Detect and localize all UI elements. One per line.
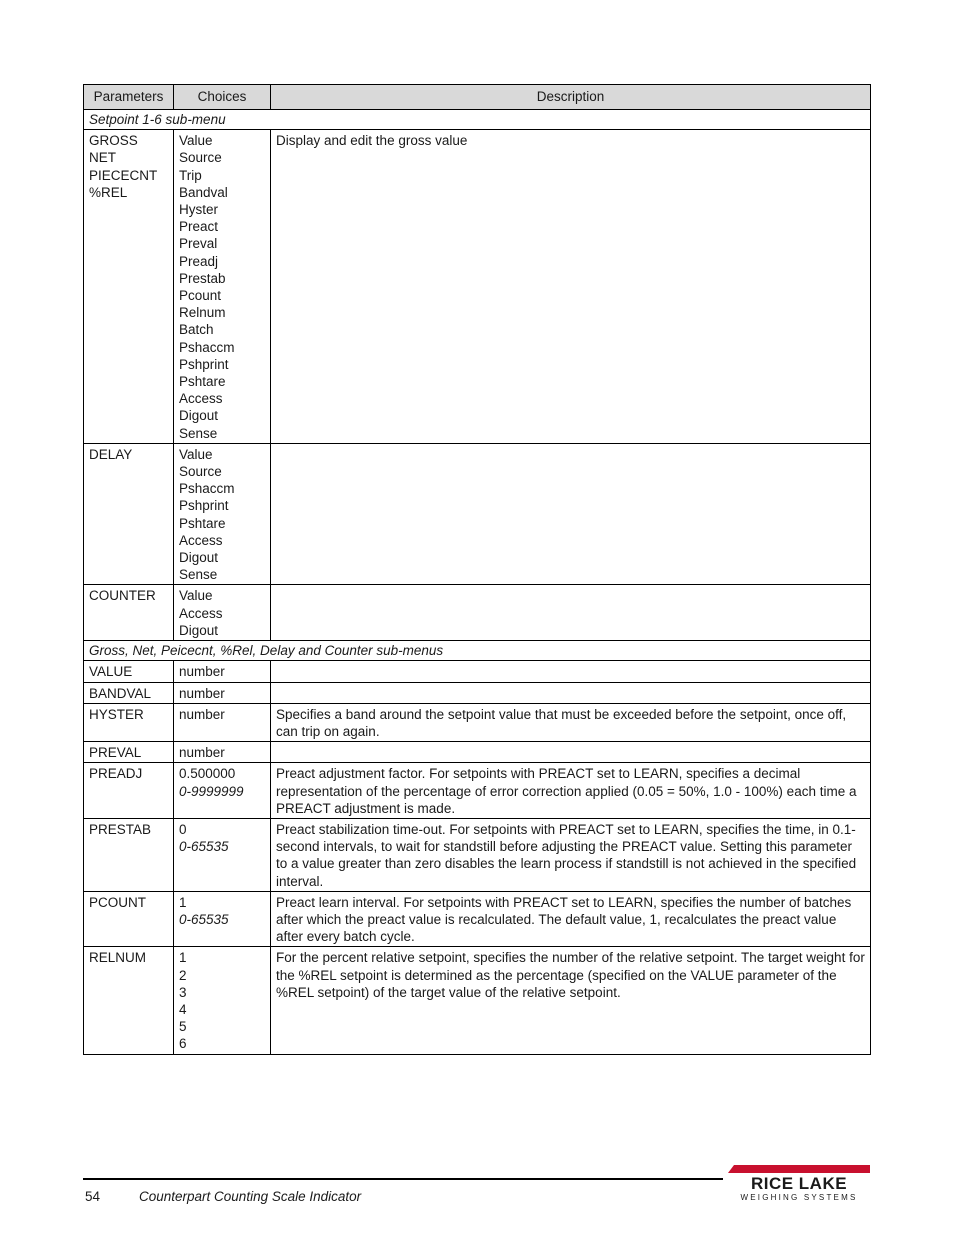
- choice-value: Hyster: [179, 202, 219, 218]
- choice-range: 0-65535: [179, 839, 229, 855]
- table-row: [84, 682, 871, 703]
- choice-value: Preadj: [179, 253, 219, 269]
- description-cell: Display and edit the gross value: [271, 130, 871, 444]
- choices-cell: [174, 703, 271, 741]
- table-row: [84, 703, 871, 741]
- choice-value: Pshtare: [179, 374, 226, 390]
- parameter-cell: [84, 742, 174, 763]
- choice-value: Preval: [179, 236, 218, 252]
- parameter-cell: [84, 443, 174, 585]
- header-parameters: Parameters: [84, 85, 174, 110]
- choice-value: number: [179, 685, 225, 701]
- table-row: [84, 661, 871, 682]
- choice-value: Value: [179, 446, 213, 462]
- choice-value: 3: [179, 984, 187, 1000]
- parameter-name: DELAY: [89, 446, 133, 462]
- header-description: Description: [271, 85, 871, 110]
- choices-cell: [174, 130, 271, 444]
- parameter-name: PREADJ: [89, 766, 143, 782]
- choice-value: 5: [179, 1019, 187, 1035]
- parameter-name: PCOUNT: [89, 894, 146, 910]
- description-cell: [271, 443, 871, 585]
- choice-value: 4: [179, 1001, 187, 1017]
- parameter-cell: [84, 818, 174, 891]
- page-number: 54: [85, 1189, 101, 1204]
- section-header-row: [84, 641, 871, 661]
- choice-value: 6: [179, 1036, 187, 1052]
- choice-value: Source: [179, 464, 222, 480]
- choice-value: Prestab: [179, 270, 226, 286]
- description-cell: [271, 585, 871, 641]
- table-row: [84, 742, 871, 763]
- choice-value: 1: [179, 950, 187, 966]
- choices-cell: [174, 585, 271, 641]
- section-title: Setpoint 1-6 sub-menu: [84, 110, 871, 130]
- choice-value: number: [179, 664, 225, 680]
- description-cell: Specifies a band around the setpoint value that must be exceeded before the setpoint, once off, can trip on again.: [271, 703, 871, 741]
- parameter-cell: [84, 947, 174, 1054]
- table-row: [84, 818, 871, 891]
- header-choices: Choices: [174, 85, 271, 110]
- choices-cell: [174, 763, 271, 819]
- choice-value: 0: [179, 821, 187, 837]
- description-cell: Preact adjustment factor. For setpoints with PREACT set to LEARN, specifies a decimal representation of the percentage of error correction applied (0.05 = 50%, 1.0 - 100%) each time a PREACT adjustment is made.: [271, 763, 871, 819]
- choice-range: 0-65535: [179, 911, 229, 927]
- parameter-cell: [84, 703, 174, 741]
- table-row: [84, 585, 871, 641]
- choice-range: 0-9999999: [179, 783, 244, 799]
- choice-value: Value: [179, 588, 213, 604]
- rice-lake-logo: [728, 1165, 870, 1205]
- parameter-cell: [84, 891, 174, 947]
- description-cell: [271, 682, 871, 703]
- parameter-name: RELNUM: [89, 950, 147, 966]
- parameter-name: PREVAL: [89, 745, 142, 761]
- logo-wordmark: RICE LAKE: [750, 1174, 848, 1193]
- choice-value: Pshaccm: [179, 339, 235, 355]
- choices-cell: [174, 947, 271, 1054]
- description-cell: [271, 742, 871, 763]
- choice-value: 0.500000: [179, 766, 236, 782]
- choices-cell: [174, 661, 271, 682]
- parameter-name: PIECECNT: [89, 167, 158, 183]
- parameter-name: HYSTER: [89, 706, 144, 722]
- choice-value: Relnum: [179, 305, 226, 321]
- choice-value: 1: [179, 894, 187, 910]
- choice-value: Pshtare: [179, 515, 226, 531]
- parameter-name: GROSS: [89, 133, 138, 149]
- choice-value: Sense: [179, 425, 218, 441]
- table-row: [84, 891, 871, 947]
- description-cell: For the percent relative setpoint, specifies the number of the relative setpoint. The target weight for the %REL setpoint is determined as the percentage (specified on the VALUE parameter of the %REL setpoint) of the target value of the relative setpoint.: [271, 947, 871, 1054]
- choice-value: Source: [179, 150, 222, 166]
- table-header-row: [84, 85, 871, 110]
- choice-value: Digout: [179, 550, 219, 566]
- parameter-name: BANDVAL: [89, 685, 152, 701]
- choice-value: Digout: [179, 408, 219, 424]
- choice-value: number: [179, 706, 225, 722]
- document-title: Counterpart Counting Scale Indicator: [139, 1189, 362, 1204]
- choices-cell: [174, 818, 271, 891]
- choices-cell: [174, 742, 271, 763]
- choice-value: Bandval: [179, 184, 228, 200]
- section-header-row: [84, 110, 871, 130]
- description-cell: Preact learn interval. For setpoints with PREACT set to LEARN, specifies the number of batches after which the preact value is recalculated. The default value, 1, recalculates the preact value after every batch cycle.: [271, 891, 871, 947]
- choice-value: Value: [179, 133, 213, 149]
- description-cell: [271, 661, 871, 682]
- parameters-table: [83, 84, 871, 1055]
- parameter-cell: [84, 763, 174, 819]
- parameter-cell: [84, 661, 174, 682]
- choice-value: Access: [179, 391, 223, 407]
- section-title: Gross, Net, Peicecnt, %Rel, Delay and Counter sub-menus: [84, 641, 871, 661]
- parameter-cell: [84, 585, 174, 641]
- choice-value: Preact: [179, 219, 219, 235]
- choice-value: Digout: [179, 622, 219, 638]
- parameter-name: COUNTER: [89, 588, 156, 604]
- parameter-name: %REL: [89, 184, 128, 200]
- choices-cell: [174, 682, 271, 703]
- choice-value: Access: [179, 532, 223, 548]
- choice-value: Access: [179, 605, 223, 621]
- choice-value: Batch: [179, 322, 214, 338]
- choices-cell: [174, 891, 271, 947]
- parameter-name: PRESTAB: [89, 821, 152, 837]
- parameter-name: VALUE: [89, 664, 133, 680]
- choice-value: number: [179, 745, 225, 761]
- table-row: [84, 763, 871, 819]
- choice-value: Trip: [179, 167, 202, 183]
- choices-cell: [174, 443, 271, 585]
- choice-value: Pcount: [179, 288, 222, 304]
- choice-value: Pshprint: [179, 498, 229, 514]
- choice-value: Pshaccm: [179, 481, 235, 497]
- parameter-name: NET: [89, 150, 116, 166]
- choice-value: Sense: [179, 567, 218, 583]
- footer-rule: [83, 1178, 723, 1180]
- table-row: [84, 130, 871, 444]
- choice-value: 2: [179, 967, 187, 983]
- logo-tagline: WEIGHING SYSTEMS: [740, 1193, 858, 1202]
- choice-value: Pshprint: [179, 356, 229, 372]
- parameter-cell: [84, 130, 174, 444]
- description-cell: Preact stabilization time-out. For setpoints with PREACT set to LEARN, specifies the time, in 0.1-second intervals, to wait for standstill before adjusting the PREACT value. Setting this parameter to a value greater than zero disables the learn process if standstill is not achieved in the specified interval.: [271, 818, 871, 891]
- parameter-cell: [84, 682, 174, 703]
- table-row: [84, 947, 871, 1054]
- table-row: [84, 443, 871, 585]
